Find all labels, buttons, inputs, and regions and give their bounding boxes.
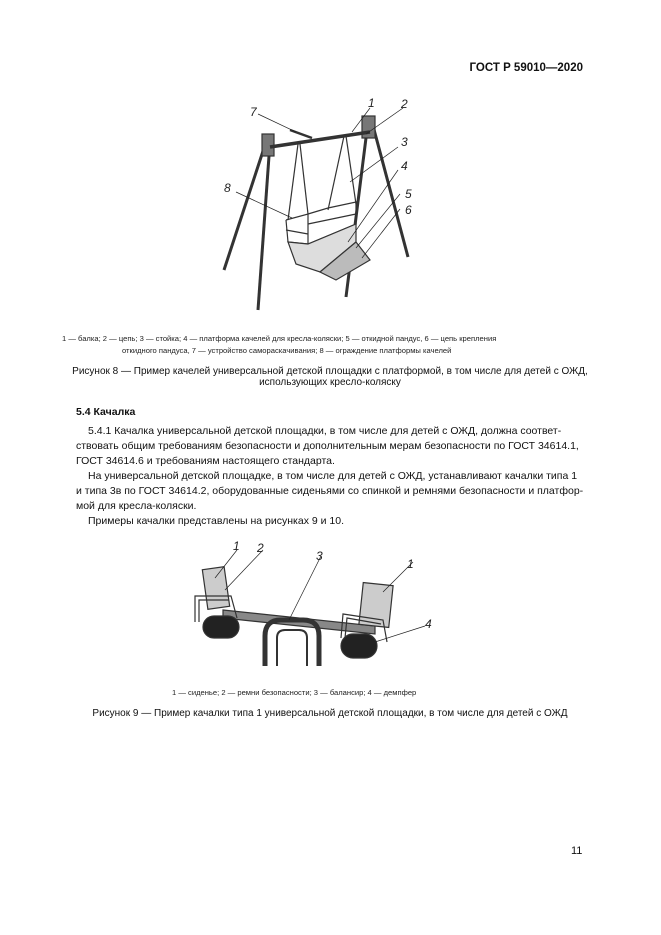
figure-8-swing-illustration [200, 92, 440, 317]
self-swing-device [290, 130, 312, 138]
chain-left-1 [288, 144, 298, 220]
p1-line-1: 5.4.1 Качалка универсальной детской площадки, в том числе для детей с ОЖД, должна соответ- [88, 425, 562, 437]
figure-8-caption-line-1: Рисунок 8 — Пример качелей универсальной детской площадки с платформой, в том числе для детей с ОЖД, [72, 366, 588, 377]
chain-left-2 [300, 144, 308, 214]
paragraph-5-4-1 [76, 424, 596, 529]
platform-railing [286, 214, 308, 244]
left-front-leg [224, 142, 266, 270]
fig9-callout-1-right: 1 [407, 557, 414, 571]
figure-9-seesaw-illustration [185, 538, 445, 678]
callout-4: 4 [401, 159, 408, 173]
callout-8: 8 [224, 181, 231, 195]
figure-9-caption: Рисунок 9 — Пример качалки типа 1 универсальной детской площадки, в том числе для детей с ОЖД [92, 708, 568, 719]
p2-line-2: и типа 3в по ГОСТ 34614.2, оборудованные сиденьями со спинкой и ремнями безопасности и платфор- [76, 485, 584, 497]
callout-3: 3 [401, 135, 408, 149]
callout-6: 6 [405, 203, 412, 217]
callout-1: 1 [368, 96, 375, 110]
figure-9-legend: 1 — сиденье; 2 — ремни безопасности; 3 — балансир; 4 — демпфер [172, 688, 417, 697]
beam [270, 132, 370, 147]
left-seat-back [202, 567, 229, 610]
p1-line-2: ствовать общим требованиям безопасности и дополнительным мерам безопасности по ГОСТ 34614.1, [76, 440, 579, 452]
figure-8-caption [60, 366, 600, 388]
standard-designation: ГОСТ Р 59010—2020 [469, 62, 583, 74]
p2-line-3: мой для кресла-коляски. [76, 500, 197, 512]
fig9-callout-2: 2 [257, 541, 264, 555]
left-back-leg [258, 142, 270, 310]
p3: Примеры качалки представлены на рисунках 9 и 10. [88, 515, 344, 527]
callout-5: 5 [405, 187, 412, 201]
left-damper [203, 616, 239, 638]
callout-2: 2 [401, 97, 408, 111]
right-damper [341, 634, 377, 658]
fig9-callout-1-left: 1 [233, 539, 240, 553]
section-title: 5.4 Качалка [76, 406, 136, 418]
figure-8-legend-line-2: откидного пандуса, 7 — устройство самораскачивания; 8 — ограждение платформы качелей [122, 346, 452, 355]
figure-8-legend-line-1: 1 — балка; 2 — цепь; 3 — стойка; 4 — платформа качелей для кресла-коляски; 5 — откидной пандус, 6 — цепь крепления [62, 334, 497, 343]
fig9-callout-4: 4 [425, 617, 432, 631]
page-number: 11 [571, 845, 583, 857]
p1-line-3: ГОСТ 34614.6 и требованиям настоящего стандарта. [76, 455, 335, 467]
right-post-cap [362, 116, 375, 138]
chain-right-1 [328, 136, 344, 210]
fig9-callout-3: 3 [316, 549, 323, 563]
figure-8-caption-line-2: использующих кресло-коляску [259, 377, 401, 388]
chain-right-2 [346, 136, 356, 204]
callout-7: 7 [250, 105, 257, 119]
p2-line-1: На универсальной детской площадке, в том числе для детей с ОЖД, устанавливают качалки типа 1 [88, 470, 578, 482]
